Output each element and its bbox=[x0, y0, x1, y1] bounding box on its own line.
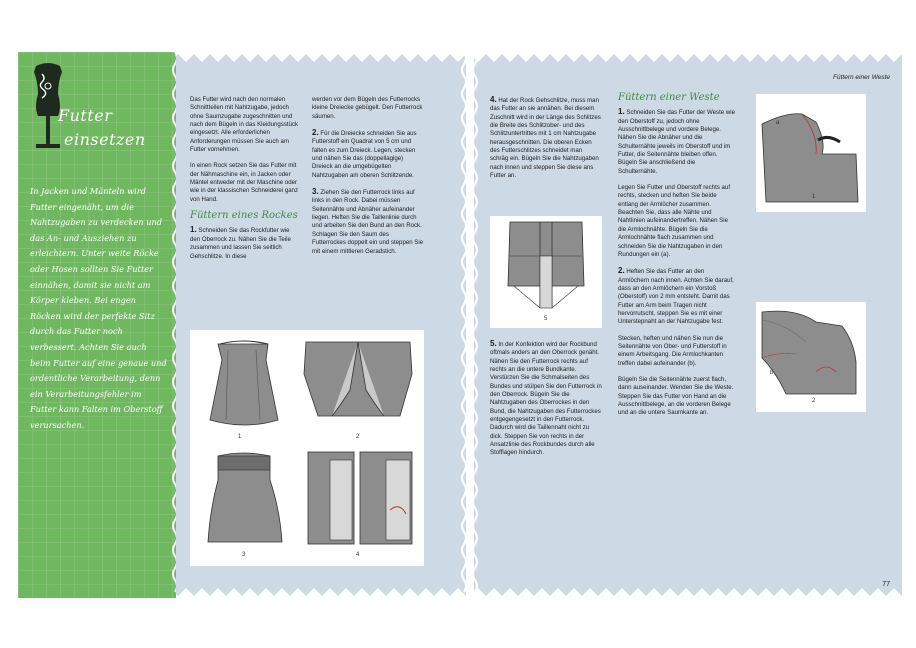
figure-label: 1 bbox=[812, 194, 816, 200]
figure-label: 1 bbox=[238, 434, 242, 440]
zigzag-top-edge bbox=[176, 52, 466, 62]
intro-panel bbox=[18, 52, 176, 598]
figure-label: 5 bbox=[544, 316, 548, 322]
step-5: 5. In der Konfektion wird der Rockbund oftmals anders an den Oberrock genäht. Nähen Sie den Futterrock rechts auf rechts an die untere Bundkante. Verstürzen Sie die Schmalseiten des Bundes und stülpen Sie den Futterrock in den Oberrock. Bügeln Sie die Nahtzugaben des Oberrockes in den Bund, die Nahtzugaben des Futterrockes entgegengesetzt in den Futterrock. Dadurch wird die Taillennaht nicht zu dick. Steppen Sie von rechts in der Ansatzlinie des Rockbundes durch alle Stofflagen hindurch. bbox=[490, 339, 602, 457]
right-column-2 bbox=[618, 86, 736, 426]
vest-figure-1 bbox=[756, 94, 866, 212]
step-3: 3. Ziehen Sie den Futterrock links auf links in den Rock. Dabei müssen Seitennähte und Abnäher aufeinander liegen. Heften Sie die Taillenlinie durch und arbeiten Sie den Bund an den Rock. Schlagen Sie den Saum des Futterrockes doppelt ein und steppen Sie mit einem mittleren Geradstich. bbox=[312, 187, 424, 255]
section-heading: Füttern eines Rockes bbox=[190, 210, 298, 222]
running-head: Füttern einer Weste bbox=[833, 74, 890, 81]
figure-label: 2 bbox=[356, 434, 360, 440]
vest-side-seam-illustration bbox=[756, 302, 866, 412]
paragraph: Stecken, heften und nähen Sie nun die Seitennähte von Ober- und Futterstoff in einem Arbeitsgang. Die Armlochkanten treffen dabei aufeinander (b). bbox=[618, 334, 727, 367]
stitch-border bbox=[471, 52, 479, 598]
left-column-2 bbox=[312, 96, 424, 264]
section-heading: Füttern einer Weste bbox=[618, 92, 720, 103]
figure-4 bbox=[308, 452, 412, 544]
page-number: 77 bbox=[882, 581, 890, 588]
paragraph: werden vor dem Bügeln des Futterrocks kleine Dreiecke gebügelt. Den Futterrock säumen. bbox=[312, 96, 423, 120]
right-column-1-lower bbox=[490, 340, 602, 466]
title-line-2: einsetzen bbox=[64, 130, 146, 149]
step-1: 1. Schneiden Sie das Rockfutter wie den Oberrock zu. Nähen Sie die Teile zusammen und lassen Sie seitlich Gehschlitze. In diese bbox=[190, 225, 291, 260]
step-2: 2. Heften Sie das Futter an den Armlöchern nach innen. Achten Sie darauf, dass an den Armlöchern ein Vorstoß (Oberstoff) von 2 mm entsteht. Damit das Futter am Arm beim Tragen nicht hervorrutscht, steppen Sie es mit einer Unterstepnaht an der Nahtzugabe fest. bbox=[618, 266, 734, 326]
title-line-1: Futter bbox=[58, 106, 113, 125]
figure-label: 3 bbox=[242, 552, 246, 558]
figure-label: b bbox=[770, 370, 774, 376]
paragraph: Bügeln Sie die Seitennähte zuerst flach, dann auseinander. Wenden Sie die Weste. Steppen Sie das Futter von Hand an die Ausschnittbelege, an die vorderen Belege und an die untere Saumkante an. bbox=[618, 375, 734, 417]
left-column-1 bbox=[190, 96, 300, 269]
skirt-figures bbox=[190, 330, 424, 566]
figure-label: a bbox=[776, 120, 780, 126]
book-spread bbox=[18, 52, 902, 598]
vest-figure-2 bbox=[756, 302, 866, 412]
figure-label: 4 bbox=[356, 552, 360, 558]
skirt-lining-illustrations bbox=[190, 330, 424, 566]
paragraph: In einen Rock setzen Sie das Futter mit der Nähmaschine ein, in Jacken oder Mäntel entweder mit der Maschine oder wie in der klassischen Schneiderei ganz von Hand. bbox=[190, 162, 299, 203]
left-page bbox=[176, 52, 466, 598]
step-2: 2. Für die Dreiecke schneiden Sie aus Futterstoff ein Quadrat von 5 cm und falten es zum Dreieck. Legen, stecken und nähen Sie das (doppellagige) Dreieck an die umgebügelten Nahtzugaben am oberen Schlitzende. bbox=[312, 128, 417, 179]
figure-3 bbox=[208, 453, 282, 542]
step-1: 1. Schneiden Sie das Futter der Weste wie den Oberstoff zu, jedoch ohne Ausschnittbelege und vordere Belege. Nähen Sie die Abnäher und die Schulternähte jeweils im Oberstoff und im Futter, die Seitennähte bleiben offen. Bügeln Sie anschließend die Schulternähte. bbox=[618, 107, 735, 175]
zigzag-bottom-edge bbox=[474, 588, 902, 598]
zigzag-bottom-edge bbox=[176, 588, 466, 598]
figure-2 bbox=[304, 342, 412, 416]
right-column-1 bbox=[490, 96, 602, 188]
right-page bbox=[474, 52, 902, 598]
vest-armhole-illustration bbox=[756, 94, 866, 212]
title-area bbox=[22, 58, 172, 178]
figure-1 bbox=[210, 341, 278, 425]
paragraph: Legen Sie Futter und Oberstoff rechts auf rechts, stecken und heften Sie beide entlang der Armlöcher zusammen. Beachten Sie, dass alle Nähte und Nahtlinien aufeinandertreffen. Nähen Sie die Armlochnähte. Bügeln Sie die Armlochnähte flach zusammen und schneiden Sie die Nahtzugaben in den Rundungen ein (a). bbox=[618, 184, 731, 258]
figure-label: 2 bbox=[812, 398, 816, 404]
step-4: 4. Hat der Rock Gehschlitze, muss man das Futter an sie annähen. Bei diesem Zuschnitt wird in der Länge des Schlitzes die Breite des Schlitzober- und des Schlitzuntertrittes mit 1 cm Nahtzugabe herausgeschnitten. Die oberen Ecken des Futterschlitzes schneidet man schräg ein. Bügeln Sie die Nahtzugaben nach innen und steppen Sie diese ans Futter an. bbox=[490, 95, 601, 180]
zigzag-top-edge bbox=[474, 52, 902, 62]
paragraph: Das Futter wird nach den normalen Schnittteilen mit Nahtzugabe, jedoch ohne Saumzugabe zugeschnitten und nach dem Bügeln in das Kleidungsstück eingesetzt. Alle erforderlichen Anforderungen müssen Sie auch am Futter vornehmen. bbox=[190, 96, 299, 154]
figure-5 bbox=[490, 216, 602, 328]
intro-text: In Jacken und Mänteln wird Futter eingenäht, um die Nahtzugaben zu verdecken und das An- und Ausziehen zu erleichtern. Unter weite Röcke oder Hosen sollten Sie Futter einnähen, damit sie nicht am Körper kleben. Bei engen Röcken wird der perfekte Sitz durch das Futter noch verbessert. Achten Sie auch beim Futter auf eine genaue und ordentliche Verarbeitung, denn ein Verarbeitungsfehler im Futter kann Falten im Oberstoff verursachen. bbox=[30, 186, 167, 430]
slit-lining-illustration bbox=[490, 216, 602, 328]
